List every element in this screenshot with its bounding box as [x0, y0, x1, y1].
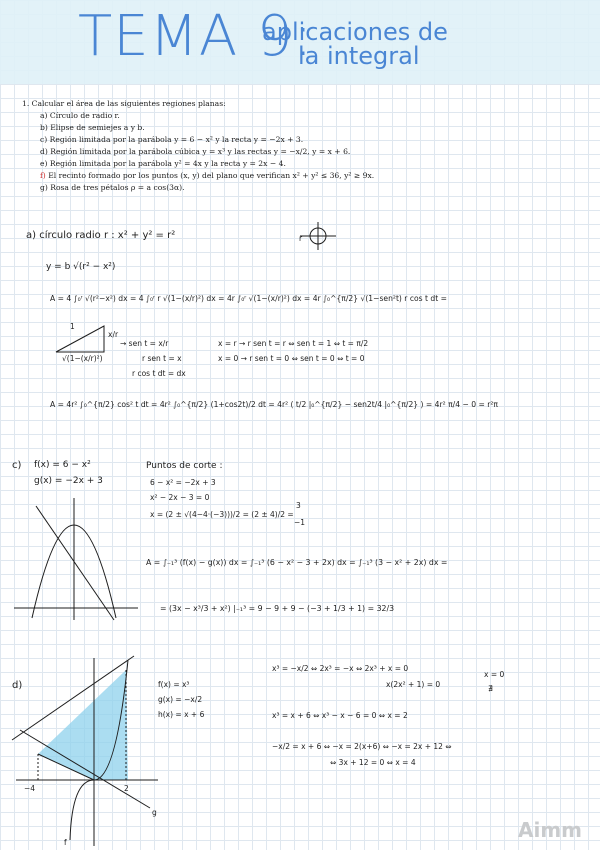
- section-a-area: A = 4 ∫₀ʳ √(r²−x²) dx = 4 ∫₀ʳ r √(1−(x/r)²) dx = 4r ∫₀ʳ √(1−(x/r)²) dx = 4r ∫₀^{π/2} √(1−sen²t) r cos t dt =: [50, 294, 448, 303]
- section-d-eq-3: −x/2 = x + 6 ⇔ −x = 2(x+6) ⇔ −x = 2x + 12 ⇔: [272, 742, 452, 751]
- circle-radius-label: r: [299, 234, 303, 243]
- section-c-g: g(x) = −2x + 3: [34, 476, 103, 486]
- parabola-graph: [10, 492, 140, 622]
- problem-item-d: d) Región limitada por la parábola cúbica y = x³ y las rectas y = −x/2, y = x + 6.: [40, 147, 351, 156]
- triangle-adjacent: √(1−(x/r)²): [62, 354, 103, 363]
- curve-g-label: g: [152, 808, 157, 817]
- section-a-heading: a) círculo radio r : x² + y² = r²: [26, 230, 176, 241]
- section-d-f: f(x) = x³: [158, 680, 190, 689]
- substitution-3: r cos t dt = dx: [132, 369, 186, 378]
- problem-intro: 1. Calcular el área de las siguientes regiones planas:: [22, 99, 226, 108]
- watermark-logo: Aimm: [517, 818, 582, 842]
- curve-f-label: f: [64, 838, 67, 847]
- circle-sketch: [300, 220, 340, 250]
- problem-item-c: c) Región limitada por la parábola y = 6 − x² y la recta y = −2x + 3.: [40, 135, 304, 144]
- section-a-result: A = 4r² ∫₀^{π/2} cos² t dt = 4r² ∫₀^{π/2} (1+cos2t)/2 dt = 4r² ( t/2 |₀^{π/2} − sen2t/4 |₀^{π/2} ) = 4r² π/4 − 0 = r²π: [50, 400, 499, 409]
- section-a-yfunc: y = b √(r² − x²): [46, 262, 116, 272]
- tick-minus-4: −4: [24, 784, 36, 793]
- cut-root-2: −1: [294, 518, 306, 527]
- section-d-g: g(x) = −x/2: [158, 695, 203, 704]
- section-c-f: f(x) = 6 − x²: [34, 460, 91, 470]
- section-d-eq-1b: x(2x² + 1) = 0: [386, 680, 441, 689]
- cut-eq-1: 6 − x² = −2x + 3: [150, 478, 216, 487]
- section-d-label: d): [12, 680, 23, 691]
- substitution-2: r sen t = x: [142, 354, 182, 363]
- section-d-sol-1b: ∄: [488, 684, 493, 693]
- problem-item-f: f) El recinto formado por los puntos (x, y) del plano que verifican x² + y² ≤ 36, y² ≥ 9x.: [40, 171, 375, 180]
- section-c-integral-2: = (3x − x³/3 + x²) |₋₁³ = 9 − 9 + 9 − (−3 + 1/3 + 1) = 32/3: [160, 604, 395, 613]
- limit-2: x = 0 → r sen t = 0 ⇔ sen t = 0 ⇔ t = 0: [218, 354, 365, 363]
- cut-points-title: Puntos de corte :: [146, 461, 223, 471]
- cut-eq-3: x = (2 ± √(4−4·(−3)))/2 = (2 ± 4)/2 =: [150, 510, 294, 519]
- cut-eq-2: x² − 2x − 3 = 0: [150, 493, 210, 502]
- page-subtitle-line1: aplicaciones de: [262, 18, 448, 46]
- section-c-label: c): [12, 460, 22, 471]
- section-d-h: h(x) = x + 6: [158, 710, 205, 719]
- problem-item-e: e) Región limitada por la parábola y² = 4x y la recta y = 2x − 4.: [40, 159, 286, 168]
- substitution-1: → sen t = x/r: [120, 339, 169, 348]
- section-c-integral-1: A = ∫₋₁³ (f(x) − g(x)) dx = ∫₋₁³ (6 − x² − 3 + 2x) dx = ∫₋₁³ (3 − x² + 2x) dx =: [146, 558, 448, 567]
- section-d-eq-3b: ⇔ 3x + 12 = 0 ⇔ x = 4: [330, 758, 416, 767]
- problem-statement: [22, 98, 582, 194]
- section-d-eq-2: x³ = x + 6 ⇔ x³ − x − 6 = 0 ⇔ x = 2: [272, 711, 408, 720]
- tick-2: 2: [124, 784, 129, 793]
- page-subtitle-line2: la integral: [298, 42, 420, 70]
- limit-1: x = r → r sen t = r ⇔ sen t = 1 ⇔ t = π/2: [218, 339, 369, 348]
- triangle-hypotenuse: 1: [70, 322, 75, 331]
- cubic-graph: [12, 650, 162, 850]
- problem-item-a: a) Círculo de radio r.: [40, 111, 120, 120]
- section-d-eq-1: x³ = −x/2 ⇔ 2x³ = −x ⇔ 2x³ + x = 0: [272, 664, 409, 673]
- page-title: TEMA 9:: [78, 4, 314, 69]
- problem-item-b: b) Elipse de semiejes a y b.: [40, 123, 145, 132]
- cut-root-1: 3: [296, 501, 301, 510]
- triangle-sketch: [52, 322, 112, 354]
- triangle-opposite: x/r: [108, 330, 119, 339]
- problem-item-g: g) Rosa de tres pétalos ρ = a cos(3α).: [40, 183, 185, 192]
- section-d-sol-1a: x = 0: [484, 670, 505, 679]
